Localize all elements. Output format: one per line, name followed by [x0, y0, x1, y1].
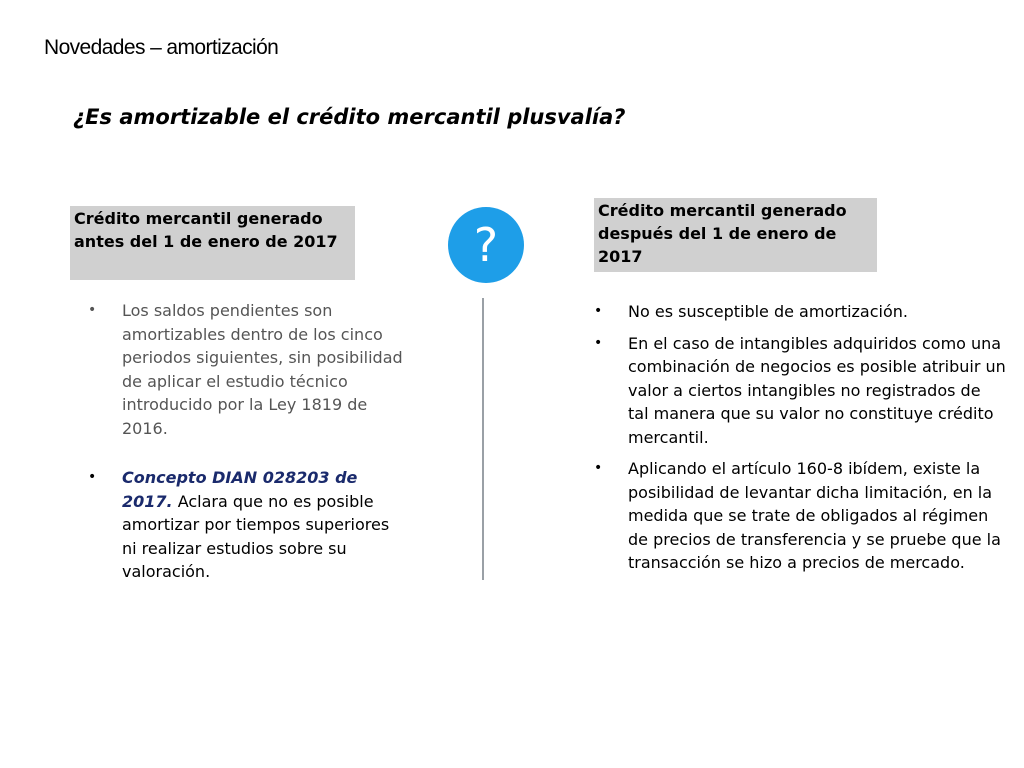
left-bullet-2: [88, 466, 403, 584]
right-column-header: Crédito mercantil generado después del 1 de enero de 2017: [594, 198, 877, 272]
slide-title: Novedades – amortización: [44, 36, 279, 59]
concept-dian-reference: Concepto DIAN 028203 de 2017.: [122, 468, 358, 511]
left-bullet-1: • Los saldos pendientes son amortizables dentro de los cinco periodos siguientes, sin posibilidad de aplicar el estudio técnico introducido por la Ley 1819 de 2016.: [88, 299, 403, 440]
question-mark-icon: [448, 207, 524, 283]
question-mark-glyph: ?: [473, 218, 499, 272]
right-bullet-2: • En el caso de intangibles adquiridos como una combinación de negocios es posible atribuir un valor a ciertos intangibles no registrados de tal manera que su valor no constituye crédito mercantil.: [594, 332, 1006, 450]
left-bullet-2-text: Aclara que no es posible amortizar por tiempos superiores ni realizar estudios sobre su valoración.: [122, 491, 390, 581]
right-bullet-1: • No es susceptible de amortización.: [594, 300, 1006, 324]
left-column-header: Crédito mercantil generado antes del 1 de enero de 2017: [70, 206, 355, 280]
left-bullet-list: [88, 299, 403, 584]
right-bullet-3: • Aplicando el artículo 160-8 ibídem, existe la posibilidad de levantar dicha limitación, en la medida que se trate de obligados al régimen de precios de transferencia y se pruebe que la transacción se hizo a precios de mercado.: [594, 457, 1006, 575]
question-heading: ¿Es amortizable el crédito mercantil plusvalía?: [73, 105, 626, 129]
column-divider: [482, 298, 484, 580]
right-bullet-list: [594, 300, 1006, 583]
